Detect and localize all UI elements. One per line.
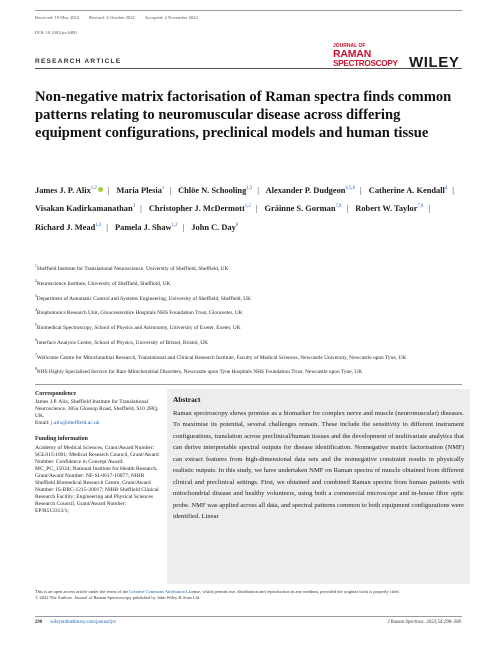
author-affiliation-ref: 1,2 [90, 186, 97, 191]
affiliation-number: 4 [35, 308, 37, 313]
author-name[interactable]: James J. P. Alix [35, 185, 91, 195]
affiliation-text: Biophotonics Research Unit, Gloucestershire Hospitals NHS Foundation Trust, Gloucester, UK [36, 310, 243, 317]
email-label: Email: [35, 420, 52, 427]
funding-heading: Funding information [35, 436, 88, 443]
license-link[interactable]: Creative Commons Attribution [129, 589, 185, 594]
affiliation-number: 5 [35, 323, 37, 328]
article-title: Non-negative matrix factorisation of Raman spectra finds common patterns relating to neuromuscular disease across differing equipment configurations, preclinical models and human tissue [35, 89, 452, 142]
affiliation-number: 7 [35, 352, 37, 357]
author-separator: | [107, 185, 110, 195]
affiliation-number: 1 [35, 264, 37, 268]
funding-block [35, 436, 159, 515]
submission-dates [35, 10, 462, 20]
journal-logo-line1: JOURNAL OF [333, 43, 366, 49]
author-name[interactable]: Christopher J. McDermott [148, 204, 245, 214]
author-entry [35, 186, 103, 195]
author-name[interactable]: Chlöe N. Schooling [178, 185, 247, 195]
author-affiliation-ref: 1,2 [171, 223, 178, 228]
affiliation-text: NHS Highly Specialised Service for Rare Mitochondrial Disorders, Newcastle upon Tyne Hospitals NHS Foundation Trust, Newcastle upon Tyne, UK [36, 369, 363, 376]
funding-text: Academy of Medical Sciences, Grant/Award Number: SGL015\1001; Medical Research Council, Grant/Award Number: Confidence in Concept Award: MC_PC_15034; National Institute for Health Research, Grant/Award Number: NF-SI-0617-10077; NIHR Sheffield Biomedical Research Centre, Grant/Award Number: IS-BRC-1215-20017; NIHR Sheffield Clinical Research Facility; Engineering and Physical Sciences Research Council, Grant/Award Number: EP/R513313/1; [35, 444, 159, 515]
journal-website-link[interactable]: wileyonlinelibrary.com/journal/jrs [50, 620, 116, 625]
affiliation-number: 3 [35, 293, 37, 298]
author-entry [369, 186, 447, 195]
license-pre: This is an open access article under the terms of the [35, 589, 130, 594]
author-name[interactable]: Gráinne S. Gorman [264, 204, 336, 214]
author-affiliation-ref: 1,2 [244, 204, 251, 210]
author-name[interactable]: Alexander P. Dudgeon [265, 185, 346, 195]
received-date: Received: 18 May 2022 [35, 15, 80, 20]
license-note [35, 589, 471, 602]
page-number: 298 [35, 620, 43, 625]
author-separator: | [140, 204, 142, 214]
author-separator: | [360, 185, 362, 195]
affiliation-number: 8 [35, 367, 37, 372]
affiliation-text: Neuroscience Institute, University of Sheffield, Sheffield, UK [36, 280, 171, 287]
author-separator: | [182, 222, 185, 232]
author-entry [178, 186, 252, 195]
correspondence-email-line [35, 420, 159, 427]
affiliation-item [35, 263, 455, 273]
affiliation-item [35, 366, 455, 376]
author-entry [265, 204, 342, 213]
correspondence-heading: Correspondence [35, 391, 77, 397]
journal-logo-line3: SPECTROSCOPY [333, 58, 398, 68]
author-separator: | [452, 185, 454, 195]
author-name[interactable]: Visakan Kadirkamanathan [35, 204, 133, 214]
author-affiliation-ref: 4 [444, 186, 448, 191]
affiliation-text: Biomedical Spectroscopy, School of Physics and Astronomy, University of Exeter, Exeter, UK [36, 324, 241, 331]
affiliation-list [35, 263, 455, 381]
affiliation-number: 2 [35, 278, 37, 283]
article-type: RESEARCH ARTICLE [35, 58, 122, 65]
affiliation-item [35, 278, 455, 288]
author-list [35, 181, 465, 237]
author-entry [149, 204, 251, 213]
author-name[interactable]: Robert W. Taylor [355, 204, 418, 214]
author-name[interactable]: Catherine A. Kendall [368, 185, 445, 195]
affiliation-number: 6 [35, 337, 37, 342]
author-affiliation-ref: 3 [132, 204, 136, 210]
author-affiliation-ref: 1 [161, 186, 165, 191]
abstract-heading: Abstract [173, 395, 201, 404]
email-link[interactable]: j.alix@sheffield.ac.uk [51, 420, 100, 427]
author-name[interactable]: Pamela J. Shaw [115, 222, 172, 232]
author-separator: | [346, 204, 349, 214]
page-footer [35, 620, 462, 625]
affiliation-item [35, 293, 455, 303]
publisher-logo: WILEY [409, 54, 460, 71]
author-affiliation-ref: 6 [235, 223, 239, 228]
affiliation-item [35, 307, 455, 317]
author-affiliation-ref: 7,8 [417, 204, 424, 210]
author-separator: | [257, 185, 259, 195]
abstract-text: Raman spectroscopy shows promise as a biomarker for complex nerve and muscle (neuromuscular) diseases. To maximise its potential, several challenges remain. These include the sensitivity to different instrument configurations, translation across preclinical/human tissues and the development of multivariate analytics that can derive interpretable spectral outputs for disease identification. Nonnegative matrix factorisation (NMF) can extract features from high-dimensional data sets and the nonnegative constraint results in physically realistic outputs. In this study, we have undertaken NMF on Raman spectra of muscle obtained from different clinical and preclinical settings. First, we obtained and combined Raman spectra from human patients with mitochondrial disease and healthy volunteers, using both a commercial microscope and in-house fibre optic probe. NMF was applied across all data, and spectral patterns common to both equipment configurations were identified. Linear [173, 410, 464, 521]
author-separator: | [428, 204, 431, 214]
author-entry [35, 204, 135, 213]
author-name[interactable]: Maria Plesia [116, 185, 162, 195]
abstract-box [167, 389, 470, 584]
affiliation-text: Sheffield Institute for Translational Neuroscience, University of Sheffield, Sheffield, UK [36, 265, 229, 272]
sidebar-info [35, 391, 159, 525]
author-entry [355, 204, 423, 213]
copyright-line: © 2022 The Authors. Journal of Raman Spectroscopy published by John Wiley & Sons Ltd. [35, 595, 201, 601]
affiliation-item [35, 352, 455, 362]
author-affiliation-ref: 1,2 [95, 223, 102, 228]
affiliation-text: Interface Analysis Centre, School of Physics, University of Bristol, Bristol, UK [36, 339, 209, 346]
author-separator: | [106, 222, 108, 232]
journal-logo-line2: RAMAN [333, 48, 372, 60]
author-entry [266, 186, 355, 195]
author-entry [115, 223, 178, 232]
affiliation-text: Department of Automatic Control and Systems Engineering, University of Sheffield, Sheffield, UK [36, 295, 251, 302]
affiliation-text: Wellcome Centre for Mitochondrial Research, Translational and Clinical Research Institute, Faculty of Medical Sciences, Newcastle University, Newcastle upon Tyne, UK [36, 354, 407, 361]
doi: DOI: 10.1002/jrs.6480 [35, 30, 77, 35]
correspondence-block [35, 391, 159, 427]
author-entry [191, 223, 238, 232]
author-separator: | [169, 185, 171, 195]
accepted-date: Accepted: 2 November 2022 [144, 15, 198, 20]
license-post: License, which permits use, distribution and reproduction in any medium, provided the original work is properly cited. [184, 589, 400, 594]
author-affiliation-ref: 7,8 [335, 204, 342, 210]
author-name[interactable]: John C. Day [191, 222, 236, 232]
orcid-icon[interactable] [98, 187, 103, 192]
author-name[interactable]: Richard J. Mead [35, 222, 96, 232]
author-affiliation-ref: 1,3 [246, 186, 253, 191]
section-divider [35, 384, 462, 385]
affiliation-item [35, 322, 455, 332]
author-separator: | [255, 204, 258, 214]
author-affiliation-ref: 4,5,6 [345, 186, 356, 191]
affiliation-item [35, 337, 455, 347]
journal-citation: J Raman Spectrosc. 2023;54:298–308. [387, 620, 462, 625]
journal-logo [333, 44, 398, 68]
author-entry [35, 223, 101, 232]
footer-divider [35, 616, 462, 617]
author-entry [117, 186, 165, 195]
revised-date: Revised: 4 October 2022 [89, 15, 135, 20]
header-divider [35, 68, 462, 69]
correspondence-text: James J.P. Alix, Sheffield Institute for Translational Neuroscience, 385a Glossop Road, Sheffield, S10 2HQ, UK. [35, 399, 159, 420]
